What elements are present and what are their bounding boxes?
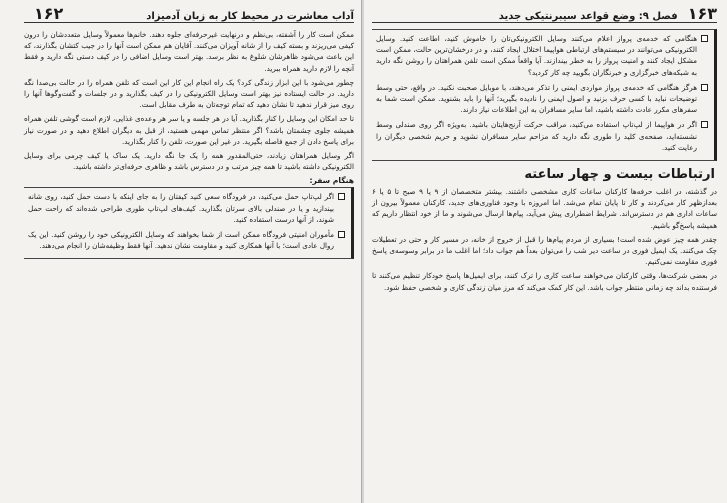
checkbox-icon [701,84,708,91]
left-paragraph-3: تا حد امکان این وسایل را کنار بگذارید. آیا در هر جلسه و یا سر هر وعده‌ی غذایی، لازم است گوشی تلفن همراه همیشه جلوی چشمتان باشد؟ اگر منتظر تماس مهمی هستید، از قبل به دیگران اطلاع دهید و در صورت نیاز برای پاسخ دادن از جمع فاصله بگیرید. در غیر این صورت، تلفن را کنار بگذارید. [24,114,354,146]
section-title: ارتباطات بیست و چهار ساعته [524,167,715,183]
left-page-number: ۱۶۲ [34,4,64,23]
right-tip-text: هرگز هنگامی که خدمه‌ی پرواز مواردی ایمنی را تذکر می‌دهند، با موبایل صحبت نکنید. در واقع، حتی وسط توضیحات نباید با کسی حرف بزنید و اصول ایمنی را نادیده بگیرید؛ آنها را باید بشنوید. ممکن است شما به سفرهای مکرر عادت داشته باشید، اما سایر مسافران به این اطلاعات نیاز دارند. [376,82,697,115]
right-running-head: فصل ۹: وضع قواعد سیبرنتیکی جدید [498,11,678,22]
right-tip-item [376,119,708,153]
right-tip-text: اگر در هواپیما از لپ‌تاپ استفاده می‌کنید، مراقب حرکت آرنج‌هایتان باشید. به‌ویژه اگر روی صندلی وسط نشسته‌اید، صفحه‌ی کلید را طوری نگه دارید که مزاحم سایر مسافران نشوید و حریم شخصی دیگران را رعایت کنید. [376,120,697,152]
checkbox-icon [338,231,345,238]
right-tip-item [376,33,708,78]
left-page-header [24,4,354,23]
left-tips-box [24,187,354,259]
right-page-header [372,4,717,23]
left-paragraph-2: چطور می‌شود با این ابزار زندگی کرد؟ یک راه انجام این کار این است که تلفن همراه را در حالت بی‌صدا نگه دارید. در حالت ایستاده نیز بهتر است وسایل الکترونیکی را در کیف بگذارید و در جلسات و گفت‌وگوها آنها را روی میز قرار ندهید تا نشان دهید که تمام توجه‌تان به طرف مقابل است. [24,77,354,110]
left-paragraph-1: ممکن است کار را آشفته، بی‌نظم و درنهایت غیرحرفه‌ای جلوه دهند. خانم‌ها معمولاً وسایل متعددشان را درون کیفی می‌ریزند و بسته کیف را از شانه آویزان می‌کنند. آقایان هم ممکن است آنها را در جیب کتشان بگذارند، که این باعث می‌شود ظاهرشان شلوغ به نظر برسد. بهتر است وسایل اضافی را در کیف دستی نگه دارید و فقط آنچه را لازم دارید همراه ببرید. [24,30,354,73]
left-subhead: هنگام سفر: [309,176,354,186]
right-tips-box [372,29,717,161]
right-tip-item [376,82,708,116]
left-page [0,0,362,503]
right-page-number: ۱۶۳ [687,4,717,23]
left-running-head: آداب معاشرت در محیط کار به زبان آدمیزاد [146,11,354,22]
checkbox-icon [701,35,708,42]
right-page [364,0,727,503]
right-paragraph-3: در بعضی شرکت‌ها، وقتی کارکنان می‌خواهند ساعت کاری را ترک کنند، برای ایمیل‌ها پاسخ خودکار تنظیم می‌کنند تا فرستنده بداند چه زمانی منتظر جواب باشد. این کار کمک می‌کند که مرز میان زندگی کاری و شخصی حفظ شود. [372,271,717,292]
right-tip-text: هنگامی که خدمه‌ی پرواز اعلام می‌کنند وسایل الکترونیکی‌تان را خاموش کنید، اطاعت کنید. وسایل الکترونیکی می‌توانند در سیستم‌های ارتباطی هواپیما اختلال ایجاد کنند، و در درخشان‌ترین حالت، ممکن است مشکل ایجاد کنند و امنیت پرواز را به خطر بیندازند. آیا واقعاً ممکن است تلفن همراهتان را روشن نگه دارید به شبکه‌های خبرگزاری و خبرنگاران بگویید چه کار کردید؟ [376,34,697,77]
checkbox-icon [701,121,708,128]
right-paragraph-1: در گذشته، در اغلب حرفه‌ها کارکنان ساعات کاری مشخصی داشتند. بیشتر متخصصان از ۹ یا ۹ صبح تا ۵ یا ۶ بعدازظهر کار می‌کردند و کار تا پایان تمام می‌شد. اما امروزه با وجود فناوری‌های جدید، کارکنان معمولاً بیرون از ساعات اداری هم در دسترس‌اند. شرایط اضطراری پیش می‌آید، پیام‌ها ارسال می‌شوند و ما از خود انتظار داریم که همیشه پاسخ‌گو باشیم. [372,187,717,230]
left-paragraph-4: اگر وسایل همراهتان زیادند، حتی‌المقدور همه را یک جا نگه دارید. یک ساک یا کیف چرمی برای وسایل الکترونیکی داشته باشید تا همه چیز مرتب و در دسترس باشد و ظاهری حرفه‌ای‌تر داشته باشید. [24,151,354,172]
left-tip-item [28,229,345,251]
left-tip-text: مأموران امنیتی فرودگاه ممکن است از شما بخواهند که وسایل الکترونیکی خود را روشن کنید. این یک روال عادی است؛ با آنها همکاری کنید و مقاومت نشان ندهید. آنها فقط وظیفه‌شان را انجام می‌دهند. [28,230,334,251]
left-tip-item [28,191,345,225]
left-tip-text: اگر لپ‌تاپ حمل می‌کنید، در فرودگاه سعی کنید کیفتان را به جای اینکه با دست حمل کنید، روی شانه بیندازید و یا در صندلی بالای سرتان بگذارید. کیف‌های لپ‌تاپ طوری طراحی شده‌اند که راحت حمل شوند، از آنها درست استفاده کنید. [28,192,334,224]
right-paragraph-2: چقدر همه چیز عوض شده است! بسیاری از مردم پیام‌ها را قبل از خروج از خانه، در مسیر کار و حتی در تعطیلات چک می‌کنند. یک ایمیل فوری در ساعت دیر شب را می‌توان بعداً هم جواب داد؛ اما اغلب ما در برابر وسوسه‌ی پاسخ فوری مقاومت نمی‌کنیم. [372,234,717,267]
checkbox-icon [338,193,345,200]
